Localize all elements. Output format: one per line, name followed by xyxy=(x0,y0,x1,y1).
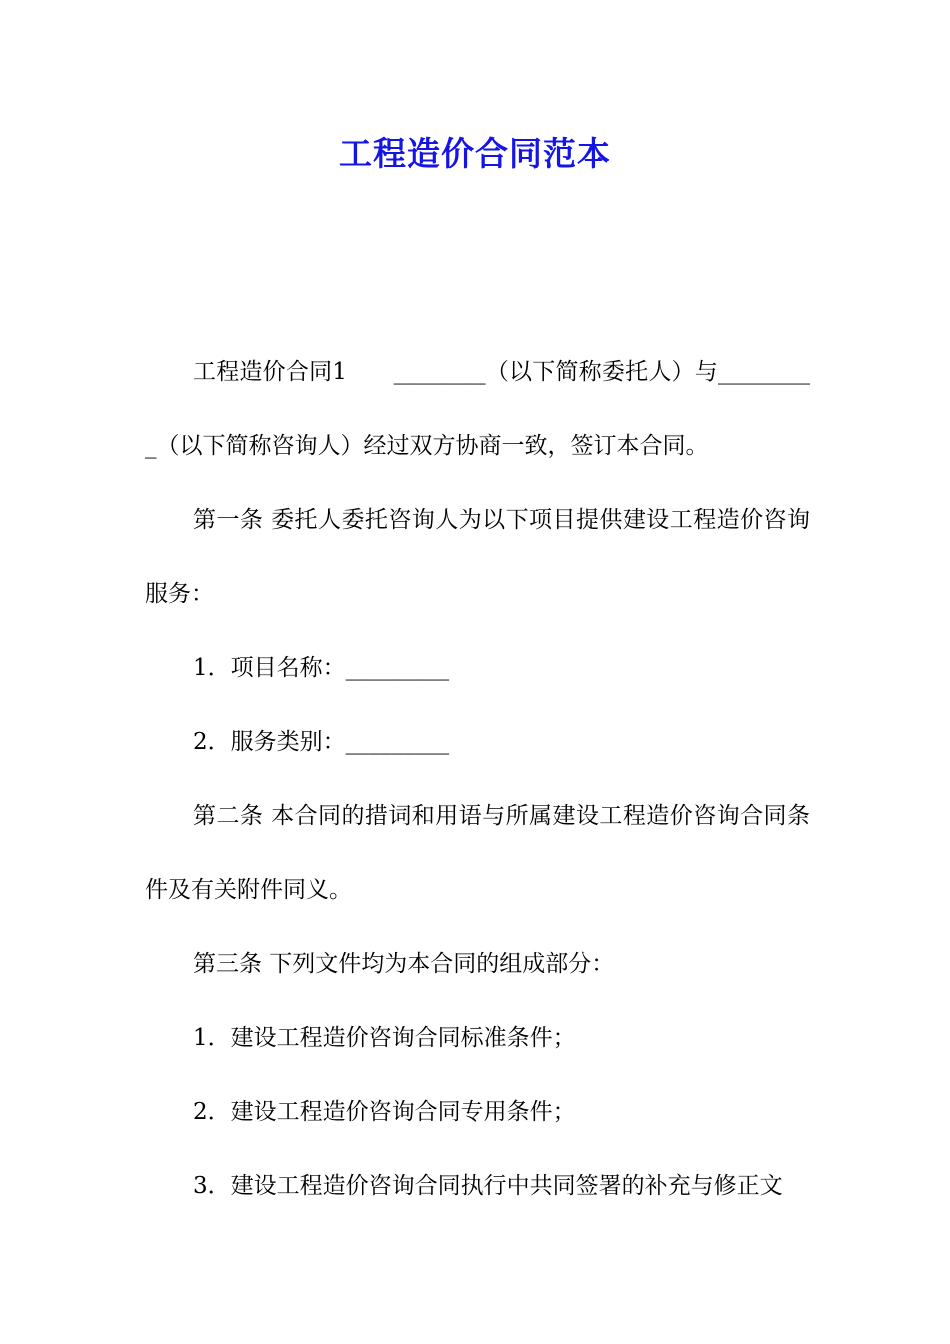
paragraph-project-name: 1．项目名称：_________ xyxy=(193,655,450,681)
paragraph-item-2: 2．建设工程造价咨询合同专用条件； xyxy=(193,1099,576,1125)
paragraph-item-1: 1．建设工程造价咨询合同标准条件； xyxy=(193,1025,576,1051)
paragraph-article-2: 第二条 本合同的措词和用语与所属建设工程造价咨询合同条件及有关附件同义。 xyxy=(145,803,810,903)
paragraph-intro: 工程造价合同1 ________（以下简称委托人）与_________（以下简称咨询人）经过双方协商一致，签订本合同。 xyxy=(145,359,810,459)
paragraph-item-3: 3．建设工程造价咨询合同执行中共同签署的补充与修正文 xyxy=(193,1173,783,1199)
paragraph-article-3: 第三条 下列文件均为本合同的组成部分： xyxy=(193,951,615,977)
paragraph-article-1: 第一条 委托人委托咨询人为以下项目提供建设工程造价咨询服务： xyxy=(145,507,810,607)
document-body xyxy=(145,335,810,1223)
document-title: 工程造价合同范本 xyxy=(339,134,611,173)
paragraph-service-type: 2．服务类别：_________ xyxy=(193,729,450,755)
